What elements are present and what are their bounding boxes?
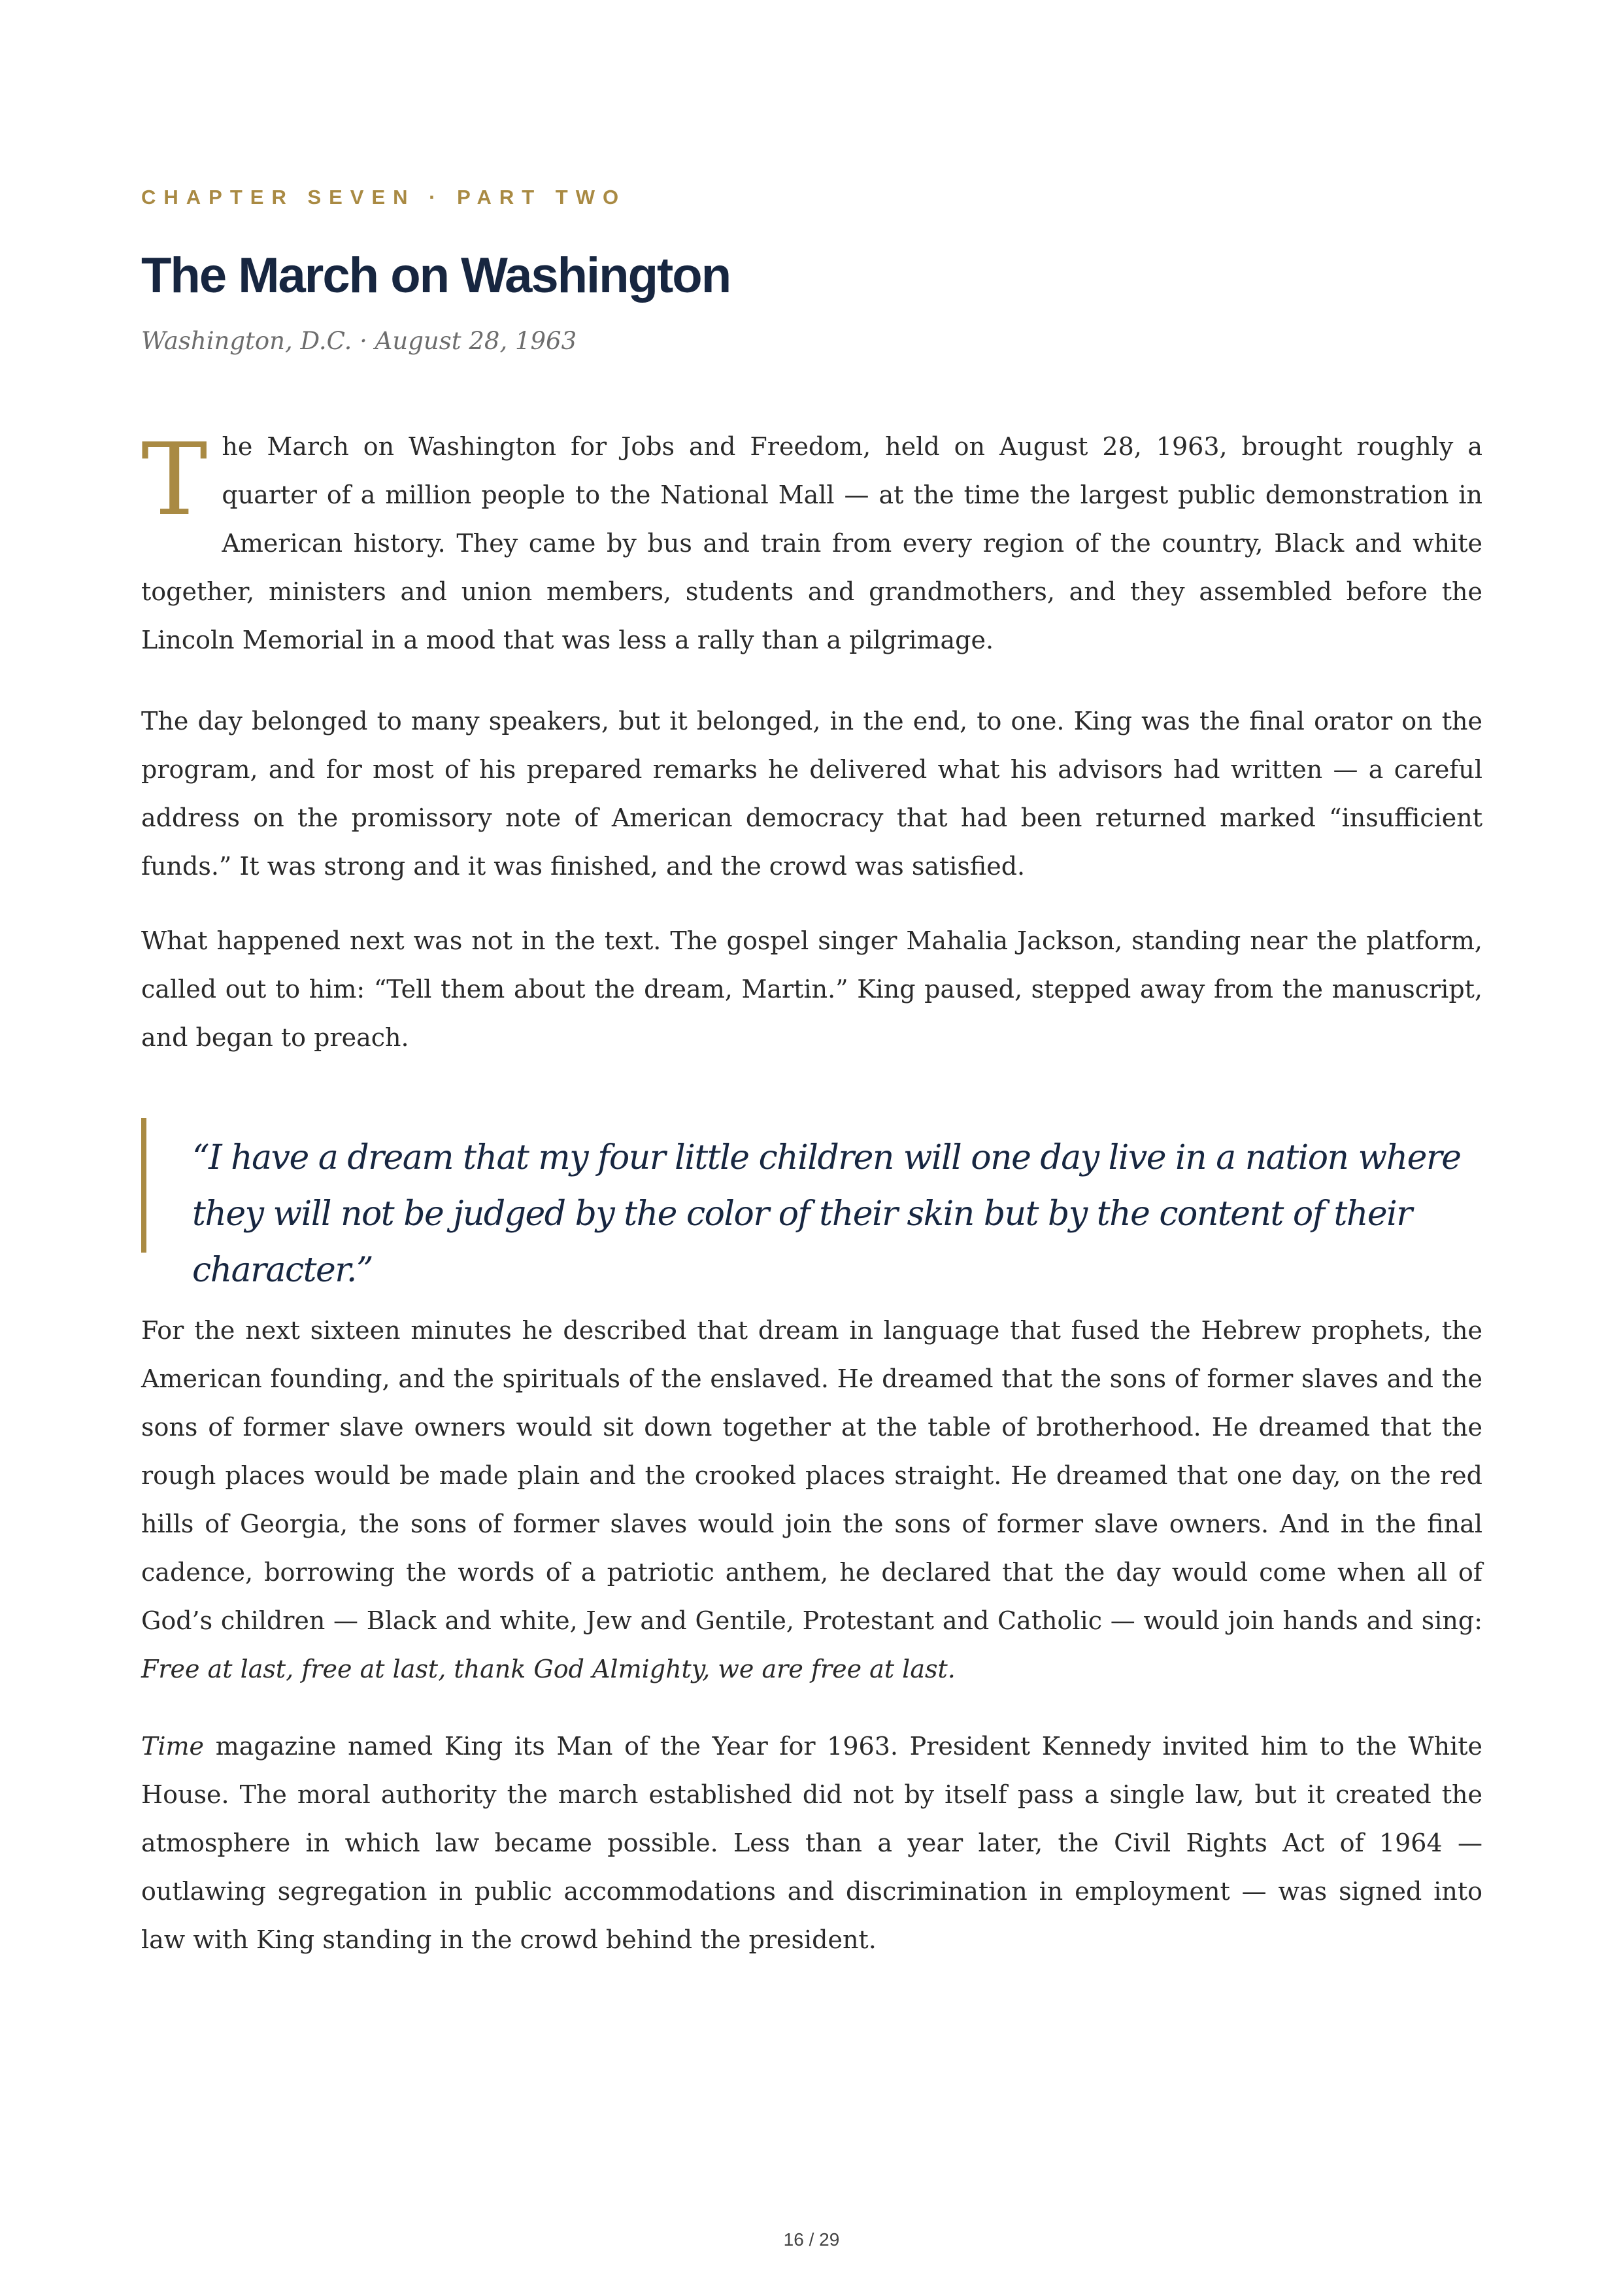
drop-cap: T — [141, 422, 208, 537]
paragraph-3-text: What happened next was not in the text. The gospel singer Mahalia Jackson, standing near the platform, called out to him: “Tell them about the dream, Martin.” King paused, stepped away from the manuscript, and began to preach. — [141, 926, 1482, 1052]
paragraph-5-text: magazine named King its Man of the Year for 1963. President Kennedy invited him to the White House. The moral authority the march established did not by itself pass a single law, but it created the atmosphere in which law became possible. Less than a year later, the Civil Rights Act of 1964 — outlawing segregation in public accommodations and discrimination in employment — was signed into law with King standing in the crowd behind the president. — [141, 1732, 1482, 1954]
paragraph-1-text: he March on Washington for Jobs and Freedom, held on August 28, 1963, brought roughly a quarter of a million people to the National Mall — at the time the largest public demonstration in American history. They came by bus and train from every region of the country, Black and white together, ministers and union members, students and grandmothers, and they assembled before the Lincoln Memorial in a mood that was less a rally than a pilgrimage. — [141, 432, 1482, 654]
paragraph-1 — [141, 422, 1482, 664]
page-title: The March on Washington — [141, 248, 731, 303]
pull-quote-text: “I have a dream that my four little children will one day live in a nation where they will not be judged by the color of their skin but by the content of their character.” — [192, 1138, 1461, 1290]
paragraph-5-italic-title: Time — [141, 1732, 205, 1761]
paragraph-4-text: For the next sixteen minutes he described that dream in language that fused the Hebrew prophets, the American founding, and the spirituals of the enslaved. He dreamed that the sons of former slaves and the sons of former slave owners would sit down together at the table of brotherhood. He dreamed that the rough places would be made plain and the crooked places straight. He dreamed that one day, on the red hills of Georgia, the sons of former slaves would join the sons of former slave owners. And in the final cadence, borrowing the words of a patriotic anthem, he declared that the day would come when all of God’s children — Black and white, Jew and Gentile, Protestant and Catholic — would join hands and sing: — [141, 1316, 1482, 1635]
dateline: Washington, D.C. · August 28, 1963 — [141, 327, 577, 355]
paragraph-3 — [141, 917, 1482, 1062]
paragraph-5 — [141, 1722, 1482, 1964]
paragraph-2-text: The day belonged to many speakers, but it belonged, in the end, to one. King was the final orator on the program, and for most of his prepared remarks he delivered what his advisors had written — a careful address on the promissory note of American democracy that had been returned marked “insufficient funds.” It was strong and it was finished, and the crowd was satisfied. — [141, 707, 1482, 881]
page-number: 16 / 29 — [783, 2229, 840, 2250]
paragraph-4-italic-text: Free at last, free at last, thank God Almighty, we are free at last. — [141, 1655, 956, 1683]
chapter-kicker: CHAPTER SEVEN · PART TWO — [141, 186, 627, 209]
paragraph-4 — [141, 1306, 1482, 1693]
paragraph-2 — [141, 697, 1482, 890]
pull-quote — [141, 1118, 1482, 1290]
